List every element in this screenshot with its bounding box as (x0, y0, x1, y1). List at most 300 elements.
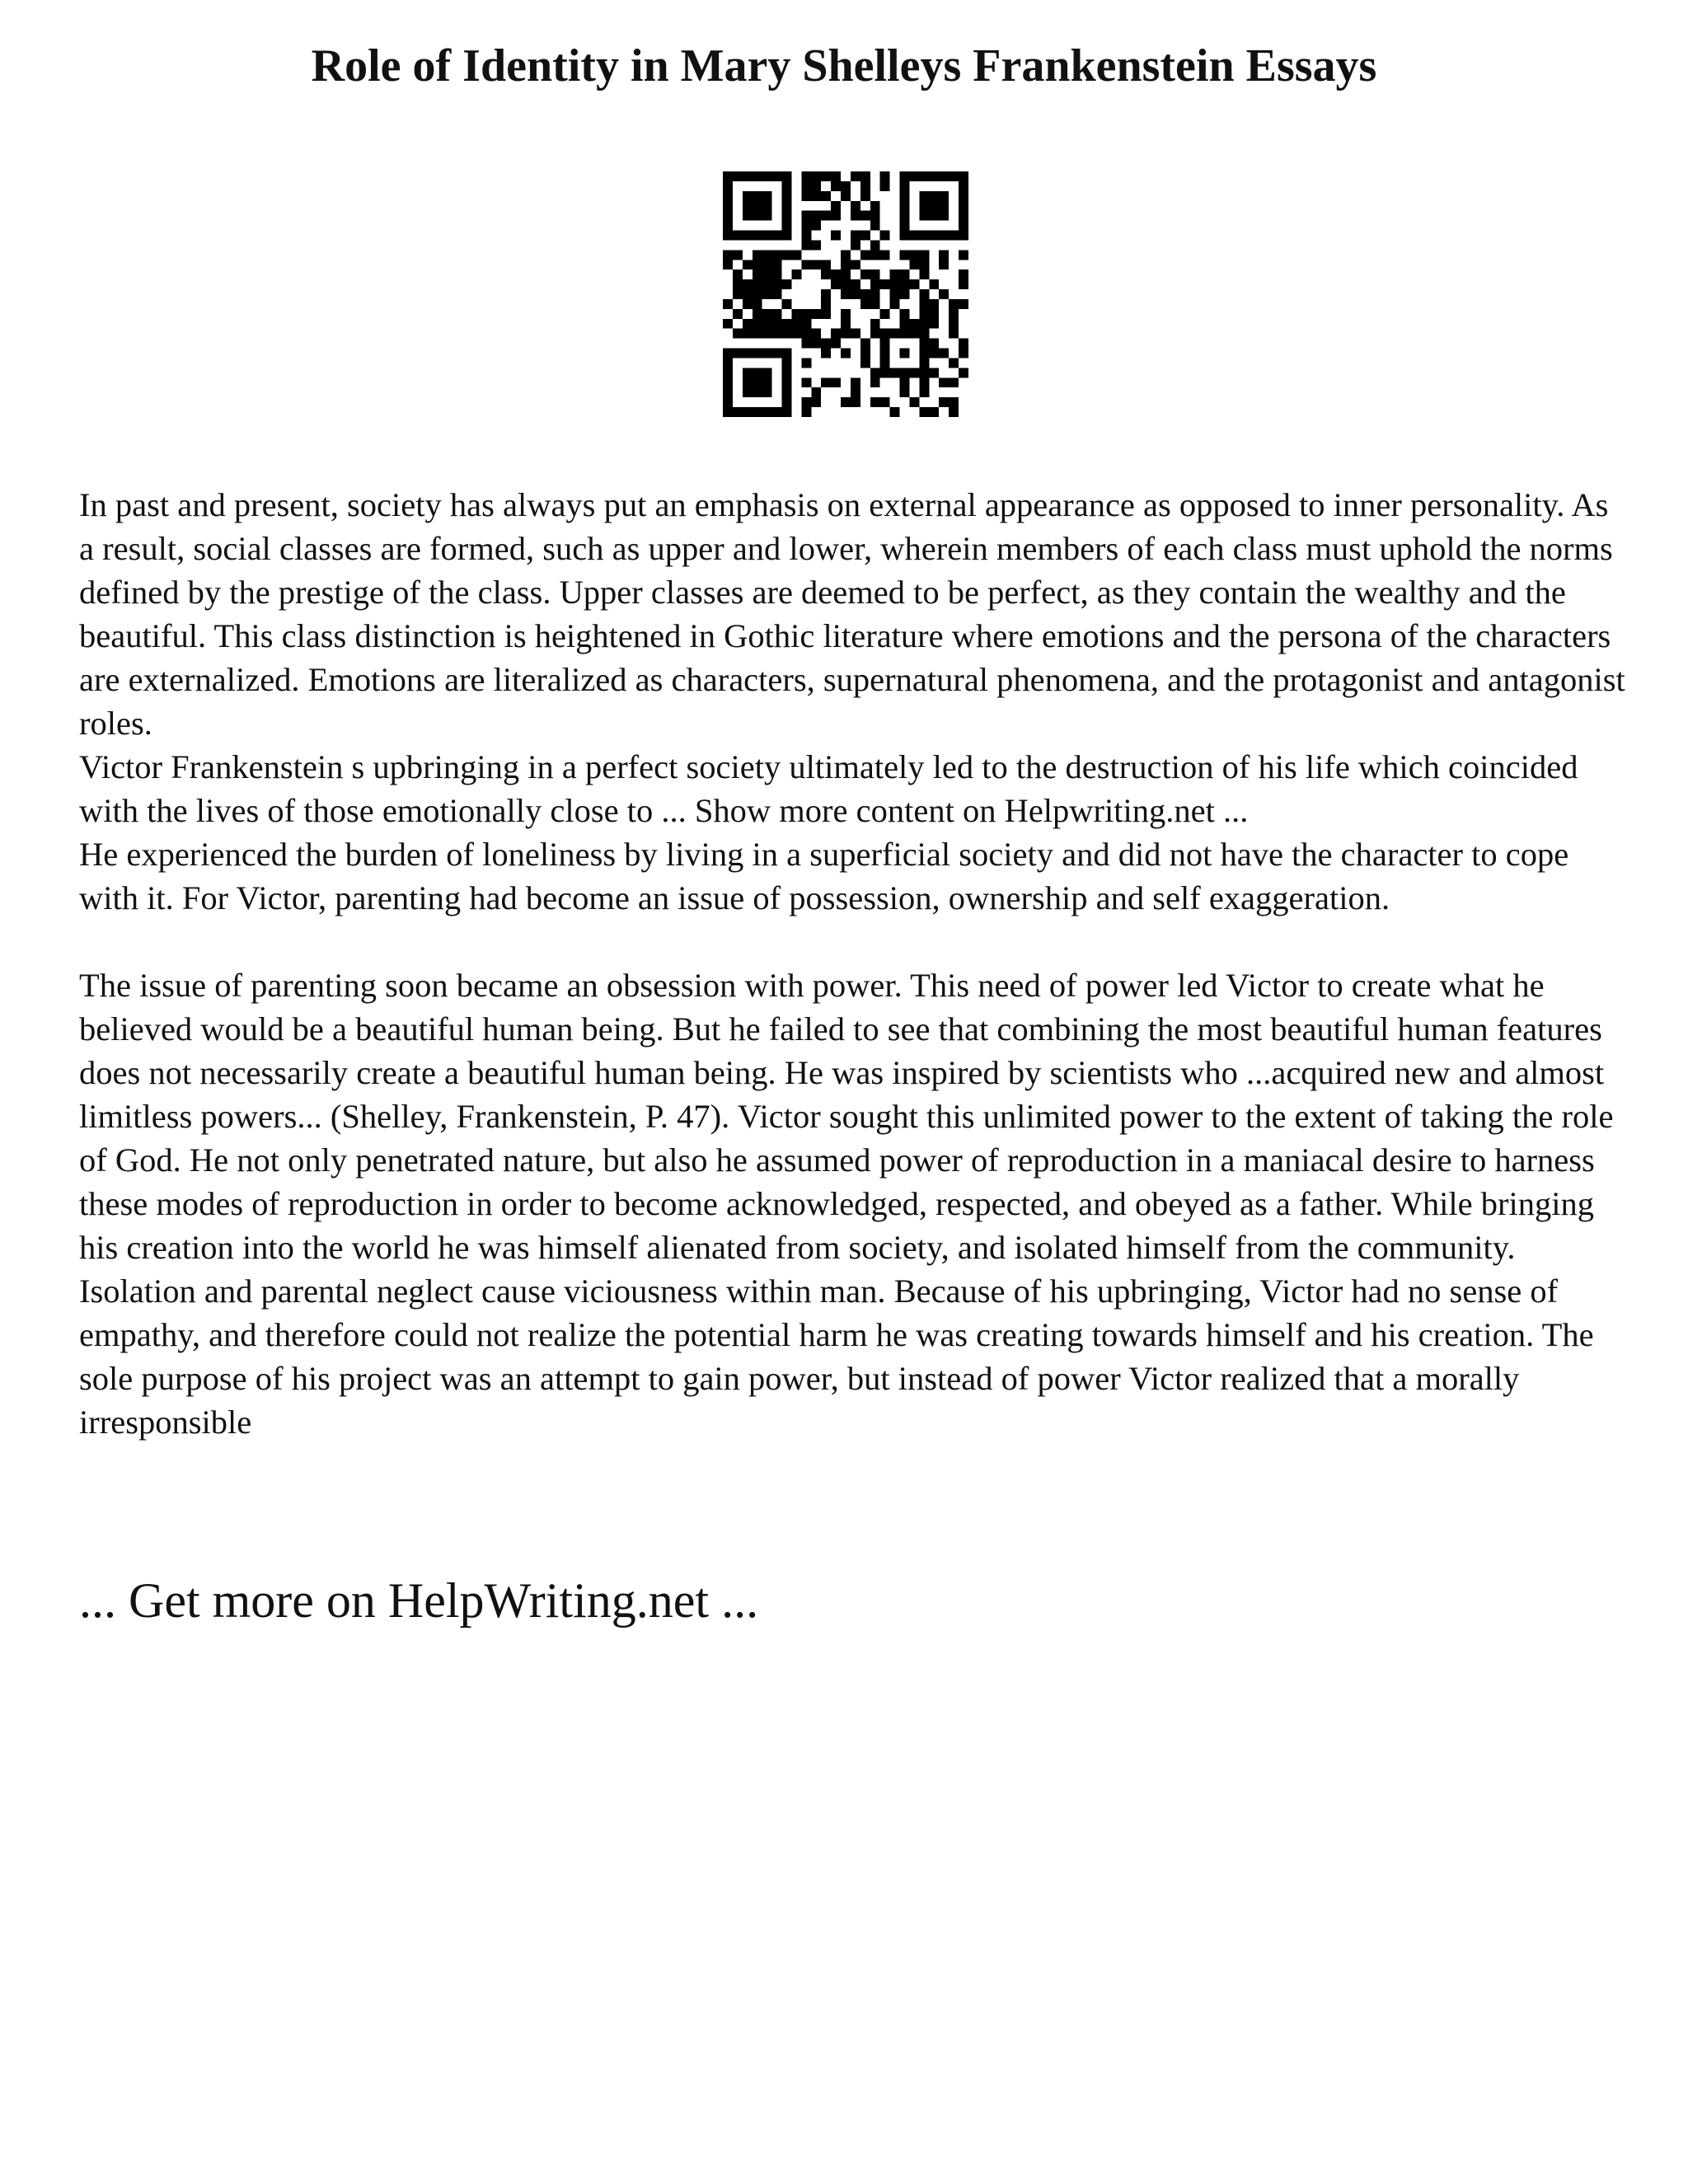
qr-module (743, 201, 753, 211)
qr-module (959, 171, 968, 181)
qr-module (959, 269, 968, 279)
qr-module (919, 349, 929, 359)
qr-module (860, 299, 870, 309)
qr-module (782, 329, 792, 339)
qr-module (870, 211, 880, 221)
qr-module (851, 397, 860, 407)
qr-module (753, 289, 762, 299)
qr-module (772, 231, 782, 241)
qr-module (762, 289, 772, 299)
qr-module (723, 397, 733, 407)
qr-module (900, 231, 910, 241)
qr-module (890, 289, 900, 299)
qr-module (880, 329, 890, 339)
qr-module (939, 231, 949, 241)
qr-module (900, 221, 910, 231)
qr-module (929, 407, 939, 417)
qr-module (860, 191, 870, 201)
qr-module (959, 231, 968, 241)
qr-module (723, 358, 733, 368)
qr-module (791, 250, 801, 260)
qr-module (841, 289, 851, 299)
qr-module (743, 191, 753, 201)
qr-module (841, 181, 851, 191)
qr-module (782, 387, 792, 397)
qr-module (959, 299, 968, 309)
qr-module (880, 231, 890, 241)
qr-module (929, 319, 939, 329)
qr-module (782, 221, 792, 231)
qr-module (723, 231, 733, 241)
qr-module (723, 201, 733, 211)
qr-module (929, 171, 939, 181)
qr-module (909, 368, 919, 377)
qr-module (959, 250, 968, 260)
qr-module (880, 349, 890, 359)
qr-module (909, 397, 919, 407)
qr-module (811, 309, 821, 319)
qr-module (841, 319, 851, 329)
qr-module (743, 289, 753, 299)
qr-module (880, 250, 890, 260)
qr-module (801, 397, 811, 407)
qr-module (831, 339, 841, 349)
qr-module (949, 319, 959, 329)
qr-module (723, 250, 733, 260)
qr-module (772, 329, 782, 339)
qr-module (860, 231, 870, 241)
paragraph-upbringing (79, 745, 1629, 832)
qr-module (831, 279, 841, 289)
qr-module (909, 250, 919, 260)
qr-module (762, 231, 772, 241)
qr-module (841, 349, 851, 359)
qr-module (949, 171, 959, 181)
qr-module (762, 319, 772, 329)
qr-module (811, 397, 821, 407)
qr-module (753, 191, 762, 201)
qr-module (753, 171, 762, 181)
qr-module (929, 349, 939, 359)
qr-module (801, 407, 811, 417)
qr-module (860, 181, 870, 191)
qr-module (733, 250, 743, 260)
qr-module (782, 201, 792, 211)
qr-module (900, 329, 910, 339)
qr-module (900, 309, 910, 319)
qr-module (723, 171, 733, 181)
qr-module (841, 279, 851, 289)
qr-module (851, 377, 860, 387)
qr-module (801, 309, 811, 319)
document-title: Role of Identity in Mary Shelleys Frankenstein Essays (311, 40, 1377, 91)
qr-module (753, 319, 762, 329)
qr-code-icon[interactable] (723, 171, 968, 417)
qr-module (870, 240, 880, 250)
qr-module (801, 329, 811, 339)
qr-module (782, 181, 792, 191)
qr-module (753, 279, 762, 289)
qr-module (753, 211, 762, 221)
paragraph-upbringing-text: Victor Frankenstein s upbringing in a perfect society ultimately led to the destruction of his life which coincided with the lives of those emotionally close to ... (79, 748, 1578, 829)
qr-module (753, 349, 762, 359)
qr-module (870, 250, 880, 260)
qr-module (909, 260, 919, 269)
qr-module (959, 368, 968, 377)
qr-module (831, 171, 841, 181)
qr-module (753, 377, 762, 387)
qr-module (919, 368, 929, 377)
qr-module (900, 387, 910, 397)
qr-module (743, 260, 753, 269)
qr-module (890, 299, 900, 309)
qr-module (959, 349, 968, 359)
qr-module (733, 329, 743, 339)
qr-module (939, 397, 949, 407)
qr-module (753, 250, 762, 260)
qr-module (900, 289, 910, 299)
qr-module (841, 269, 851, 279)
qr-module (733, 407, 743, 417)
qr-module (753, 299, 762, 309)
qr-module (851, 329, 860, 339)
qr-module (801, 240, 811, 250)
qr-module (821, 171, 831, 181)
qr-module (919, 339, 929, 349)
qr-module (723, 260, 733, 269)
qr-module (919, 299, 929, 309)
qr-module (723, 299, 733, 309)
qr-module (762, 201, 772, 211)
qr-module (743, 329, 753, 339)
qr-module (851, 279, 860, 289)
qr-module (860, 171, 870, 181)
qr-module (870, 269, 880, 279)
qr-module (753, 269, 762, 279)
qr-module (890, 368, 900, 377)
qr-module (821, 191, 831, 201)
qr-module (801, 171, 811, 181)
qr-module (743, 279, 753, 289)
qr-module (791, 319, 801, 329)
qr-module (939, 250, 949, 260)
qr-module (949, 397, 959, 407)
qr-module (919, 211, 929, 221)
qr-module (782, 368, 792, 377)
qr-module (939, 211, 949, 221)
qr-module (801, 377, 811, 387)
qr-module (733, 349, 743, 359)
qr-module (870, 368, 880, 377)
qr-module (743, 211, 753, 221)
qr-module (801, 231, 811, 241)
qr-module (851, 211, 860, 221)
qr-module (733, 231, 743, 241)
qr-module (890, 279, 900, 289)
qr-module (919, 201, 929, 211)
qr-module (782, 377, 792, 387)
qr-module (949, 358, 959, 368)
qr-module (929, 368, 939, 377)
qr-module (900, 191, 910, 201)
qr-module (743, 349, 753, 359)
qr-module (880, 309, 890, 319)
qr-module (782, 319, 792, 329)
qr-module (801, 339, 811, 349)
qr-module (791, 269, 801, 279)
qr-module (821, 349, 831, 359)
qr-module (753, 201, 762, 211)
qr-module (900, 250, 910, 260)
qr-module (762, 211, 772, 221)
qr-module (801, 181, 811, 191)
qr-module (811, 211, 821, 221)
qr-module (939, 191, 949, 201)
qr-module (831, 329, 841, 339)
qr-module (723, 368, 733, 377)
qr-module (753, 407, 762, 417)
qr-module (811, 181, 821, 191)
qr-module (782, 407, 792, 417)
qr-module (743, 387, 753, 397)
qr-module (939, 201, 949, 211)
qr-module (772, 250, 782, 260)
qr-module (782, 299, 792, 309)
qr-module (851, 231, 860, 241)
qr-module (753, 231, 762, 241)
get-more-link[interactable]: ... Get more on HelpWriting.net ... (79, 1573, 759, 1628)
qr-module (959, 191, 968, 201)
qr-module (929, 201, 939, 211)
qr-module (900, 349, 910, 359)
qr-module (870, 377, 880, 387)
qr-module (762, 387, 772, 397)
qr-module (851, 289, 860, 299)
qr-module (743, 171, 753, 181)
qr-module (919, 231, 929, 241)
qr-module (860, 349, 870, 359)
qr-module (949, 407, 959, 417)
qr-module (831, 181, 841, 191)
qr-module (762, 368, 772, 377)
qr-module (772, 289, 782, 299)
qr-module (959, 201, 968, 211)
qr-module (821, 211, 831, 221)
qr-module (919, 191, 929, 201)
qr-module (949, 377, 959, 387)
qr-module (870, 201, 880, 211)
qr-module (801, 221, 811, 231)
qr-module (743, 407, 753, 417)
qr-module (841, 191, 851, 201)
qr-module (959, 221, 968, 231)
qr-module (959, 339, 968, 349)
qr-module (821, 339, 831, 349)
qr-module (723, 349, 733, 359)
qr-module (870, 299, 880, 309)
qr-module (801, 191, 811, 201)
paragraph-loneliness: He experienced the burden of loneliness by living in a superficial society and did not have the character to cope with it. For Victor, parenting had become an issue of possession, ownership and self exaggeration. (79, 836, 1569, 916)
qr-module (919, 309, 929, 319)
qr-module (860, 250, 870, 260)
qr-module (959, 279, 968, 289)
qr-module (753, 260, 762, 269)
qr-module (900, 319, 910, 329)
qr-module (909, 231, 919, 241)
qr-module (949, 309, 959, 319)
qr-module (772, 349, 782, 359)
qr-module (753, 368, 762, 377)
show-more-link[interactable]: Show more content on Helpwriting.net ... (694, 792, 1249, 829)
qr-module (929, 191, 939, 201)
qr-module (762, 191, 772, 201)
qr-module (733, 171, 743, 181)
qr-module (880, 368, 890, 377)
qr-module (801, 260, 811, 269)
qr-module (753, 329, 762, 339)
qr-module (782, 171, 792, 181)
qr-module (811, 260, 821, 269)
qr-module (762, 407, 772, 417)
qr-module (841, 260, 851, 269)
qr-module (782, 349, 792, 359)
qr-module (811, 221, 821, 231)
qr-module (890, 269, 900, 279)
qr-module (762, 250, 772, 260)
qr-module (939, 260, 949, 269)
qr-module (782, 231, 792, 241)
qr-module (811, 329, 821, 339)
qr-module (831, 377, 841, 387)
qr-module (860, 289, 870, 299)
qr-module (791, 309, 801, 319)
qr-module (900, 171, 910, 181)
qr-module (821, 269, 831, 279)
qr-module (831, 231, 841, 241)
qr-module (733, 279, 743, 289)
qr-module (909, 171, 919, 181)
qr-module (900, 368, 910, 377)
qr-module (890, 329, 900, 339)
qr-module (743, 368, 753, 377)
qr-module (909, 329, 919, 339)
qr-module (821, 289, 831, 299)
qr-module (841, 397, 851, 407)
qr-module (723, 181, 733, 191)
qr-module (733, 309, 743, 319)
qr-module (870, 289, 880, 299)
qr-module (772, 309, 782, 319)
qr-module (870, 279, 880, 289)
qr-module (959, 211, 968, 221)
qr-module (743, 377, 753, 387)
qr-module (919, 387, 929, 397)
qr-module (821, 309, 831, 319)
qr-module (743, 299, 753, 309)
qr-module (900, 279, 910, 289)
qr-module (870, 319, 880, 329)
qr-module (762, 260, 772, 269)
qr-module (772, 269, 782, 279)
qr-module (723, 211, 733, 221)
qr-module (762, 269, 772, 279)
qr-module (880, 279, 890, 289)
qr-module (890, 407, 900, 417)
qr-module (860, 358, 870, 368)
qr-module (723, 319, 733, 329)
qr-module (939, 377, 949, 387)
qr-module (801, 358, 811, 368)
qr-module (880, 171, 890, 181)
qr-module (919, 289, 929, 299)
qr-module (743, 231, 753, 241)
qr-module (762, 279, 772, 289)
qr-module (860, 339, 870, 349)
qr-module (851, 260, 860, 269)
qr-module (929, 279, 939, 289)
qr-module (801, 319, 811, 329)
qr-module (900, 377, 910, 387)
qr-module (811, 171, 821, 181)
qr-module (762, 329, 772, 339)
qr-module (772, 171, 782, 181)
qr-module (791, 329, 801, 339)
qr-module (831, 211, 841, 221)
qr-module (723, 387, 733, 397)
qr-module (762, 377, 772, 387)
paragraph-gap (79, 920, 1629, 963)
qr-module (870, 221, 880, 231)
paragraph-parenting: The issue of parenting soon became an obsession with power. This need of power led Victor to create what he believed would be a beautiful human being. But he failed to see that combining the most beautiful human features does not necessarily create a beautiful human being. He was inspired by scientists who ...acquired new and almost limitless powers... (Shelley, Frankenstein, P. 47). Victor sought this unlimited power to the extent of taking the role of God. He not only penetrated nature, but also he assumed power of reproduction in a maniacal desire to harness these modes of reproduction in order to become acknowledged, respected, and obeyed as a father. While bringing his creation into the world he was himself alienated from society, and isolated himself from the community. Isolation and parental neglect cause viciousness within man. Because of his upbringing, Victor had no sense of empathy, and therefore could not realize the potential harm he was creating towards himself and his creation. The sole purpose of his project was an attempt to gain power, but instead of power Victor realized that a morally irresponsible (79, 967, 1614, 1441)
qr-module (811, 387, 821, 397)
qr-module (880, 181, 890, 191)
qr-module (762, 171, 772, 181)
qr-module (929, 231, 939, 241)
qr-module (762, 309, 772, 319)
qr-code-graphic (723, 171, 968, 417)
qr-module (851, 387, 860, 397)
qr-module (782, 211, 792, 221)
qr-module (949, 329, 959, 339)
qr-module (900, 201, 910, 211)
qr-module (900, 211, 910, 221)
qr-module (851, 171, 860, 181)
qr-module (733, 269, 743, 279)
qr-module (851, 201, 860, 211)
qr-module (723, 407, 733, 417)
qr-module (880, 397, 890, 407)
qr-module (919, 407, 929, 417)
qr-module (880, 358, 890, 368)
qr-module (753, 387, 762, 397)
qr-module (919, 377, 929, 387)
qr-module (919, 260, 929, 269)
qr-module (772, 319, 782, 329)
qr-module (821, 260, 831, 269)
qr-module (919, 358, 929, 368)
qr-module (939, 349, 949, 359)
qr-module (782, 191, 792, 201)
qr-module (919, 250, 929, 260)
qr-module (841, 329, 851, 339)
qr-module (801, 211, 811, 221)
qr-module (772, 407, 782, 417)
qr-module (939, 289, 949, 299)
qr-module (772, 279, 782, 289)
qr-module (753, 309, 762, 319)
qr-module (919, 319, 929, 329)
qr-module (723, 191, 733, 201)
